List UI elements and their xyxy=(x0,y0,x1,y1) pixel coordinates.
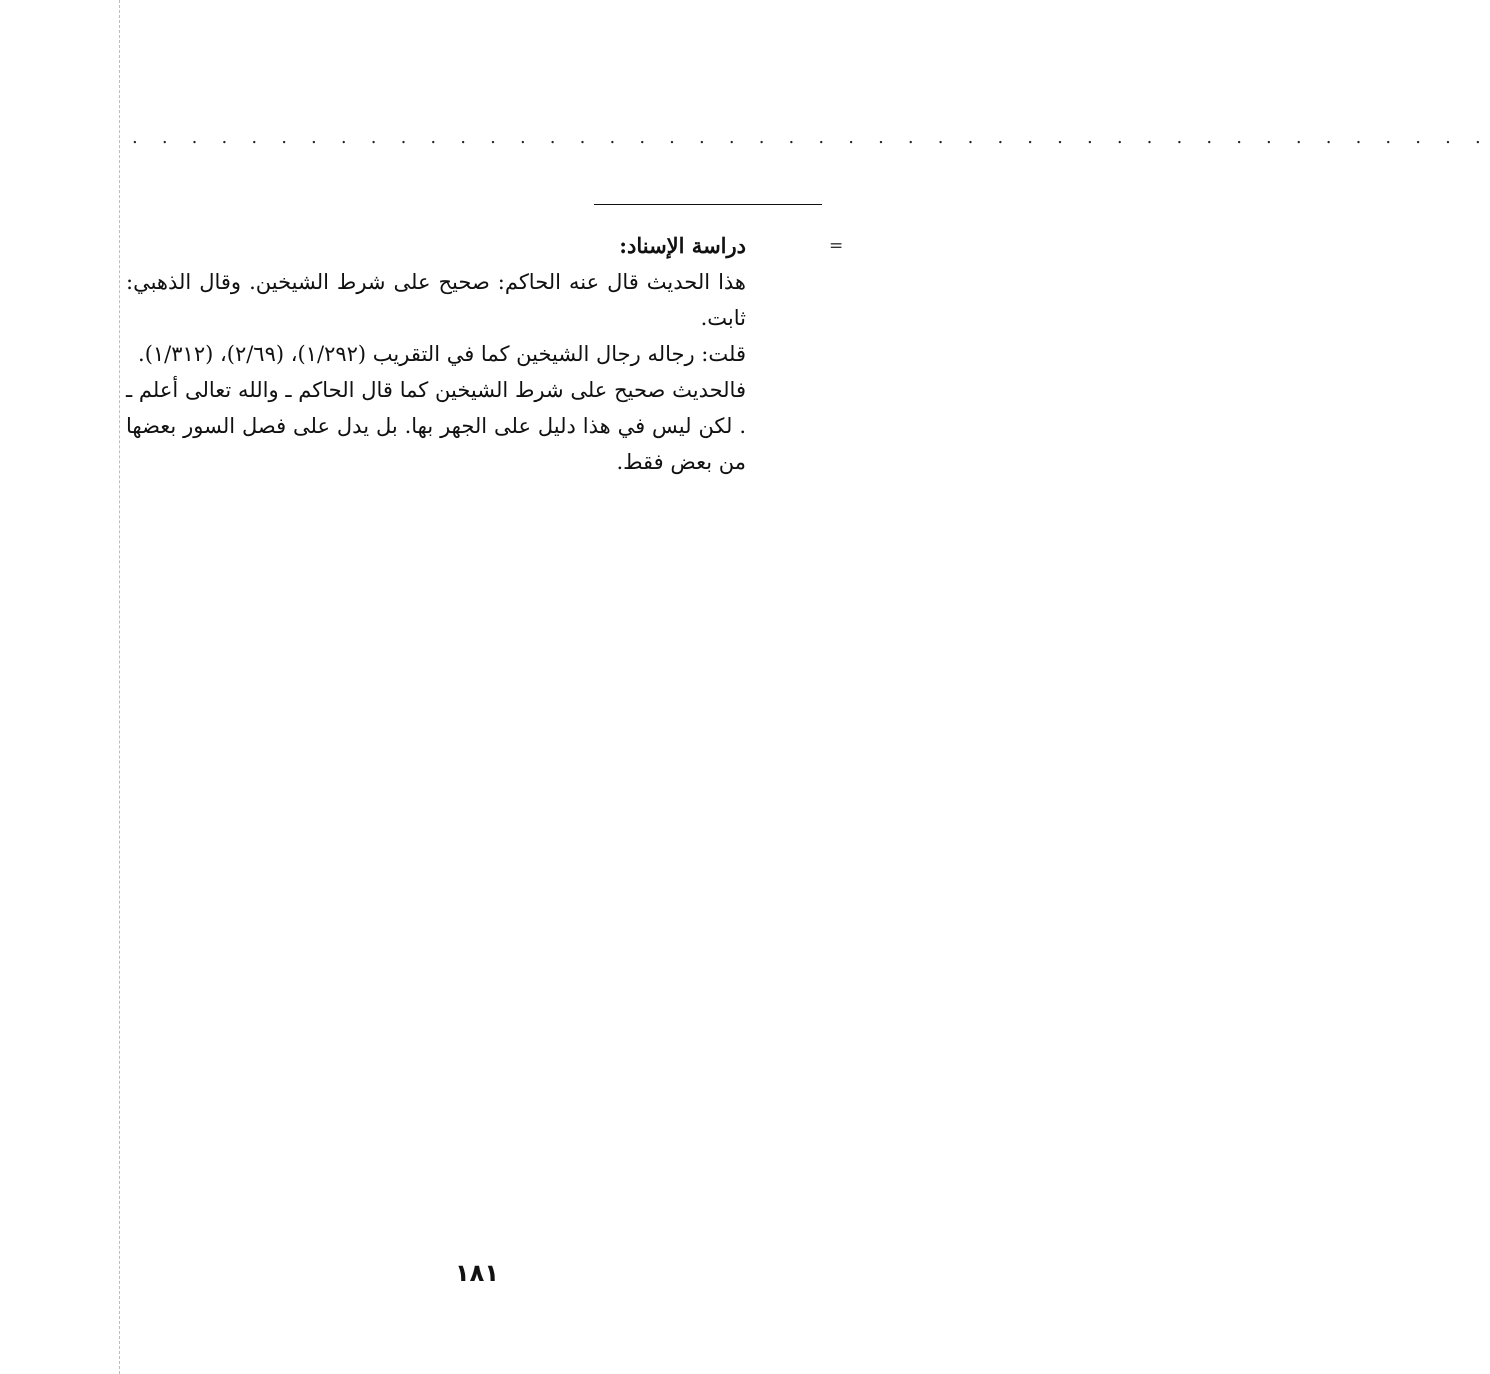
footnote-text xyxy=(126,228,746,480)
dotted-separator: . . . . . . . . . . . . . . . . . . . . . . . . . . . . . . . . . . . . . . . . . . . . . . xyxy=(132,127,1490,148)
paragraph-conclusion: فالحديث صحيح على شرط الشيخين كما قال الحاكم ـ والله تعالى أعلم ـ . لكن ليس في هذا دليل على الجهر بها. بل يدل على فصل السور بعضها من بعض فقط. xyxy=(126,378,746,474)
section-heading: دراسة الإسناد: xyxy=(619,233,746,258)
margin-guide-line xyxy=(119,0,120,1374)
page-number: ١٨١ xyxy=(455,1259,499,1287)
footnote-continuation-mark: = xyxy=(829,236,844,256)
footnote-separator-line xyxy=(594,204,822,205)
paragraph-hakim-verdict: هذا الحديث قال عنه الحاكم: صحيح على شرط الشيخين. وقال الذهبي: ثابت. xyxy=(126,270,746,330)
paragraph-narrators: قلت: رجاله رجال الشيخين كما في التقريب (١/٢٩٢)، (٢/٦٩)، (١/٣١٢). xyxy=(138,342,746,366)
